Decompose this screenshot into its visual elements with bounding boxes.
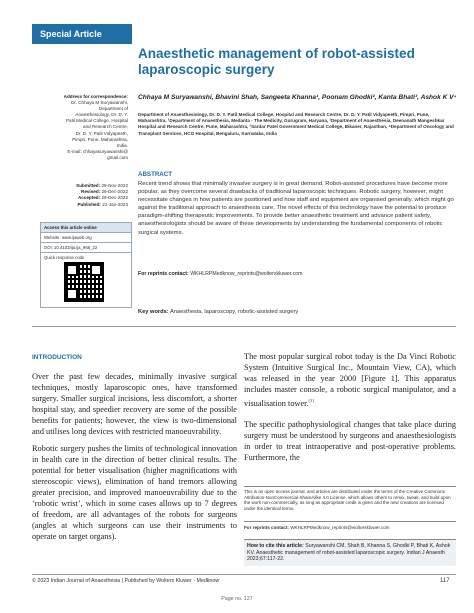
correspondence-line: Patil Medical College, Hospital: [65, 118, 128, 124]
website-link[interactable]: Website: www.ijaweb.org: [41, 232, 131, 242]
keywords: Key words: Anaesthesia, laparoscopy, robotic-assisted surgery: [138, 309, 299, 315]
correspondence-line: Dr. D. Y. Patil Vidyapeeth,: [75, 130, 128, 136]
reprints-email[interactable]: WKHLRPMedknow_reprints@wolterskluwer.com: [190, 271, 303, 277]
correspondence-email[interactable]: E-mail: chhayasuryawanshi@: [67, 148, 128, 154]
footer-divider: [32, 574, 456, 575]
correspondence-block: [32, 94, 128, 161]
qr-code-icon[interactable]: [64, 262, 104, 302]
paragraph: The specific pathophysiological changes that take place during surgery must be understood by surgeons and anaesthesiologists in order to treat intraoperative and post-operative problems. Furthermore, the: [244, 420, 456, 462]
page-number: 117: [440, 578, 450, 584]
date-row: Revised: 28-Dec-2022: [81, 189, 128, 195]
qr-label: Quick response code: [44, 255, 85, 260]
body-column-right-cont: [244, 420, 456, 464]
author-list: Chhaya M Suryawanshi, Bhavini Shah, Sangeeta Khanna¹, Poonam Ghodki², Kanta Bhati³, Ashok K V⁴: [138, 94, 457, 101]
article-type-badge: Special Article: [32, 24, 132, 44]
page-label: Page no. 127: [221, 596, 253, 602]
reprints-contact: For reprints contact: WKHLRPMedknow_reprints@wolterskluwer.com: [138, 271, 303, 277]
body-column-right: [244, 352, 456, 409]
access-heading: Access this article online: [41, 223, 131, 232]
paragraph: Over the past few decades, minimally invasive surgical techniques, mostly laparoscopic ones, have transformed surgery. Smaller surgical incisions, less discomfort, a shorter hospital stay, and speedier recovery are some of the possible benefits for patients; however, the view is two-dimensional and utilises long devices with restricted manoeuvrability.: [32, 372, 237, 436]
qr-section: [41, 252, 131, 307]
abstract-text: Recent trend shows that minimally invasive surgery is in great demand. Robot-assisted procedures have become more popular, as they overcome several drawbacks of traditional laparoscopic techniques. Robotic surgery, however, might necessitate changes in how patients are positioned and how staff and equipment are organised generally, which might go against the traditional approach to anaesthesia care. The novel effects of this technology have the potential to produce paradigm-shifting therapeutic improvements. To provide better anaesthetic treatment and advance patient safety, anaesthesiologists should be aware of these developments by understanding the fundamental components of robotic surgical systems.: [138, 181, 454, 236]
section-heading-introduction: INTRODUCTION: [32, 354, 82, 361]
body-column-left: [32, 372, 237, 543]
access-online-box: [40, 222, 132, 308]
correspondence-line: India.: [116, 142, 128, 148]
date-row: Accepted: 29-Dec-2022: [77, 195, 128, 201]
affiliations: Department of Anaesthesiology, Dr. D. Y. Patil Medical College, Hospital and Research Centre, Dr. D. Y. Patil Vidyapeeth, Pimpri, Pune, Maharashtra, ¹Department of Anaesthesia, Medanta - The Medicity, Gurugram, Haryana, ²Department of Anaesthesia, Deenanath Mangeshkar Hospital and Research Centre, Pune, Maharashtra, ³Sardar Patel Government Medical College, Bikaner, Rajasthan, ⁴Department of Oncology and Transplant Services, HCG Hospital, Bengaluru, Karnataka, India: [138, 112, 454, 136]
correspondence-line: and Research Centre,: [83, 124, 128, 130]
article-title: Anaesthetic management of robot-assisted laparoscopic surgery: [138, 46, 415, 77]
citation-box: How to cite this article: Suryawanshi CM, Shah B, Khanna S, Ghodki P, Bhati K, Ashok KV. Anaesthetic management of robot-assisted laparoscopic surgery. Indian J Anaesth 2023;67:117-22.: [244, 539, 456, 566]
paragraph: The most popular surgical robot today is the Da Vinci Robotic System (Intuitive Surgical Inc., Mountain View, CA), which was released in the year 2000 [Figure 1]. This apparatus includes master console, a robotic surgical manipulator, and a visualisation tower.[1]: [244, 352, 456, 408]
footer-text: © 2023 Indian Journal of Anaesthesia | Published by Wolters Kluwer - Medknow: [32, 578, 220, 584]
citation-ref[interactable]: [1]: [308, 397, 314, 403]
correspondence-line: Pimpri, Pune, Maharashtra,: [72, 136, 128, 142]
correspondence-line: Dr. Chhaya M Suryawanshi,: [71, 100, 128, 106]
divider: [32, 326, 456, 327]
abstract-heading: ABSTRACT: [138, 171, 173, 178]
dates-block: [32, 183, 128, 208]
reprints-note: For reprints contact: WKHLRPMedknow_reprints@wolterskluwer.com: [244, 521, 456, 530]
date-row: Submitted: 29-Nov-2022: [76, 183, 128, 188]
paragraph: Robotic surgery pushes the limits of technological innovation in health care in the direction of better clinical results. The potential for better visualisation (higher magnifications with stereoscopic views), elimination of hand tremors allowing greater precision, and improved manoeuvrability due to the ‘robotic wrist’, which in some cases allows up to 7 degrees of freedom, are all advantages of the robots for surgeons (angles at which surgeons can use their instruments to operate on target organs).: [32, 444, 237, 541]
reprints-email[interactable]: WKHLRPMedknow_reprints@wolterskluwer.com: [290, 525, 390, 530]
correspondence-line: Department of: [98, 106, 128, 112]
correspondence-line: Anaesthesiology, Dr. D. Y.: [75, 112, 128, 118]
license-note: This is an open access journal, and articles are distributed under the terms of the Creative Commons Attribution-NonCommercial-ShareAlike 4.0 License, which allows others to remix, tweak, and build upon the work non-commercially, as long as appropriate credit is given and the new creations are licensed under the identical terms.: [244, 486, 456, 512]
date-row: Published: 21-Jan-2023: [77, 201, 128, 207]
doi-link[interactable]: DOI: 10.4103/ija.ija_966_22: [41, 242, 131, 252]
correspondence-email[interactable]: gmail.com: [107, 154, 128, 160]
correspondence-heading: Address for correspondence:: [63, 94, 128, 99]
